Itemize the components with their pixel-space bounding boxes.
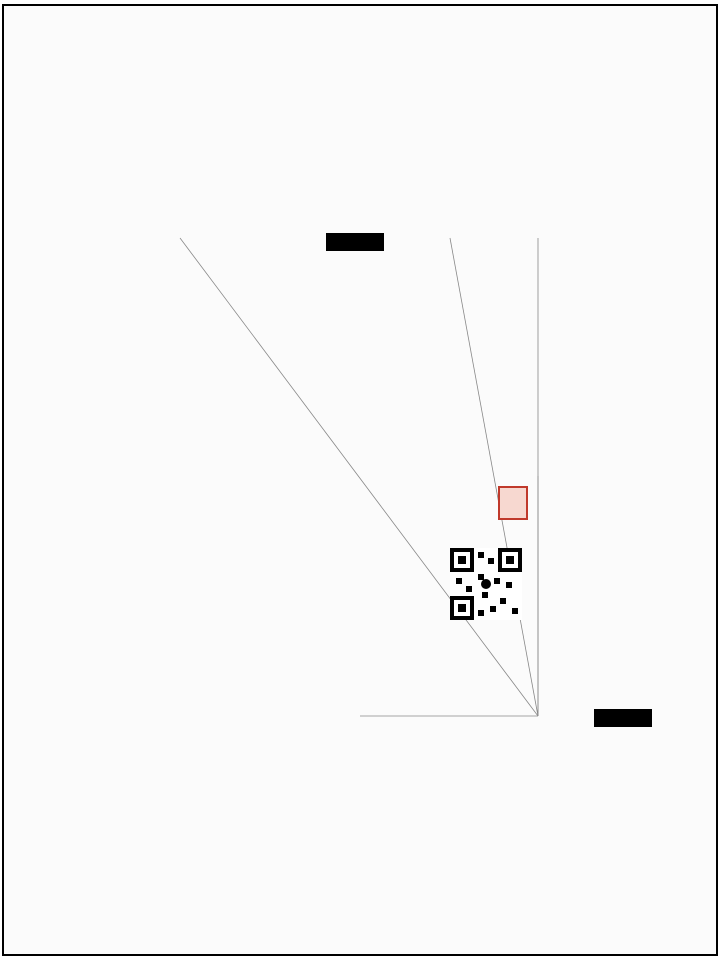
triet-marker (326, 233, 384, 251)
tuan-marker (594, 709, 652, 727)
qr-code-icon[interactable] (450, 548, 522, 620)
red-seal-icon (498, 486, 528, 520)
center-panel (180, 238, 538, 716)
